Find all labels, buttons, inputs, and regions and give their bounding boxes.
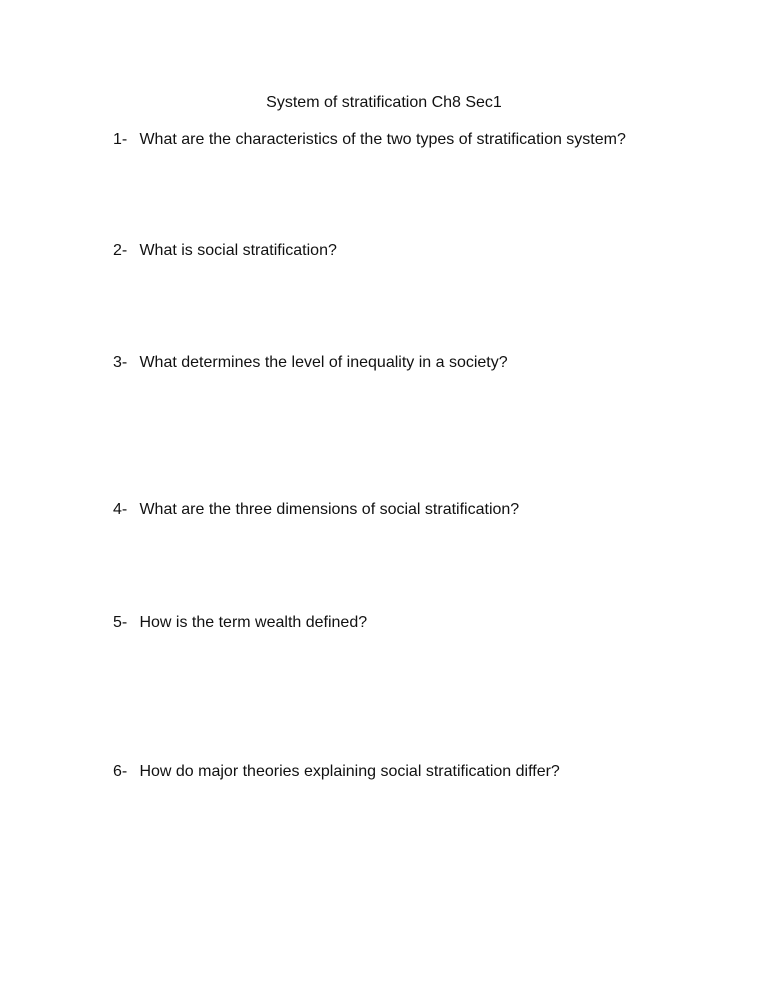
- question-text: How do major theories explaining social stratification differ?: [139, 763, 560, 780]
- question-item: [113, 240, 337, 262]
- question-number: 3-: [113, 354, 128, 371]
- question-text: What determines the level of inequality in a society?: [139, 354, 508, 371]
- question-item: [113, 761, 560, 783]
- question-number: 6-: [113, 763, 128, 780]
- question-item: [113, 129, 626, 151]
- question-text: What are the three dimensions of social stratification?: [139, 501, 520, 518]
- question-item: [113, 352, 508, 374]
- question-number: 1-: [113, 131, 128, 148]
- question-number: 4-: [113, 501, 128, 518]
- question-number: 2-: [113, 242, 128, 259]
- document-title: System of stratification Ch8 Sec1: [266, 94, 502, 111]
- question-text: What is social stratification?: [139, 242, 337, 259]
- question-item: [113, 612, 367, 634]
- question-item: [113, 499, 519, 521]
- question-text: What are the characteristics of the two types of stratification system?: [139, 131, 626, 148]
- question-number: 5-: [113, 614, 128, 631]
- question-text: How is the term wealth defined?: [139, 614, 368, 631]
